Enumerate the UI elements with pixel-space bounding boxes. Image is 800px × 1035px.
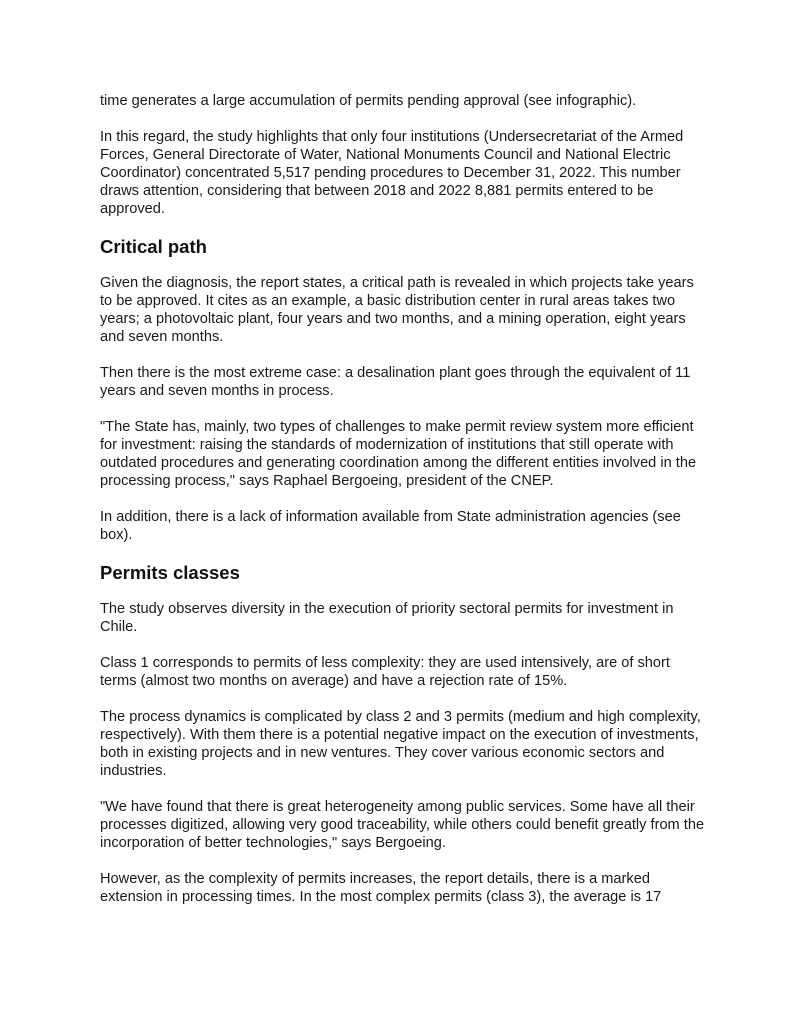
permits-classes-paragraph-1: The study observes diversity in the execution of priority sectoral permits for investment in Chile.: [100, 601, 674, 635]
permits-classes-heading: Permits classes: [100, 562, 240, 583]
document-page: [100, 92, 705, 924]
critical-path-paragraph-4: In addition, there is a lack of information available from State administration agencies (see box).: [100, 509, 681, 543]
permits-classes-paragraph-3: The process dynamics is complicated by class 2 and 3 permits (medium and high complexity, respectively). With them there is a potential negative impact on the execution of investments, both in existing projects and in new ventures. They cover various economic sectors and industries.: [100, 709, 701, 779]
critical-path-heading: Critical path: [100, 236, 207, 257]
permits-classes-paragraph-2: Class 1 corresponds to permits of less complexity: they are used intensively, are of short terms (almost two months on average) and have a rejection rate of 15%.: [100, 655, 670, 689]
intro-paragraph-1: time generates a large accumulation of permits pending approval (see infographic).: [100, 93, 637, 109]
critical-path-paragraph-2: Then there is the most extreme case: a desalination plant goes through the equivalent of 11 years and seven months in process.: [100, 365, 691, 399]
critical-path-paragraph-3: "The State has, mainly, two types of challenges to make permit review system more efficient for investment: raising the standards of modernization of institutions that still operate with outdated procedures and generating coordination among the different entities involved in the processing process," says Raphael Bergoeing, president of the CNEP.: [100, 419, 697, 489]
critical-path-paragraph-1: Given the diagnosis, the report states, a critical path is revealed in which projects take years to be approved. It cites as an example, a basic distribution center in rural areas takes two years; a photovoltaic plant, four years and two months, and a mining operation, eight years and seven months.: [100, 275, 694, 345]
intro-paragraph-2: In this regard, the study highlights that only four institutions (Undersecretariat of the Armed Forces, General Directorate of Water, National Monuments Council and National Electric Coordinator) concentrated 5,517 pending procedures to December 31, 2022. This number draws attention, considering that between 2018 and 2022 8,881 permits entered to be approved.: [100, 129, 684, 217]
permits-classes-paragraph-5: However, as the complexity of permits increases, the report details, there is a marked extension in processing times. In the most complex permits (class 3), the average is 17: [100, 871, 662, 905]
permits-classes-paragraph-4: "We have found that there is great heterogeneity among public services. Some have all their processes digitized, allowing very good traceability, while others could benefit greatly from the incorporation of better technologies," says Bergoeing.: [100, 799, 705, 851]
